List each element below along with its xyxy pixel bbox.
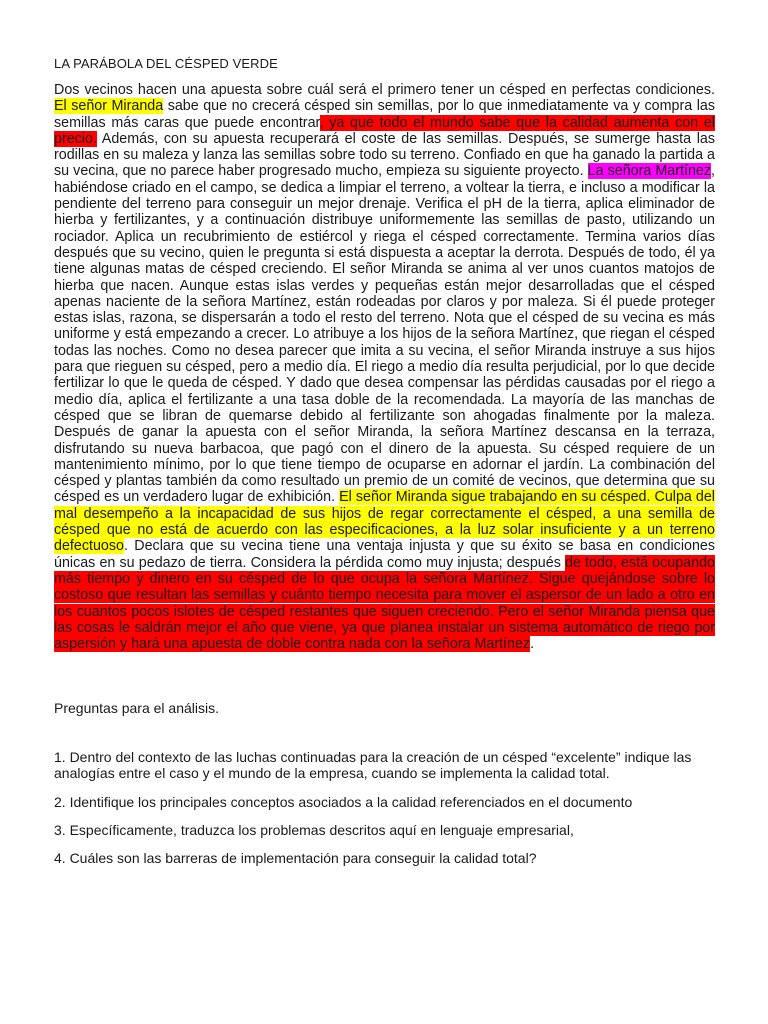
text-segment: . Declara que su vecina tiene una ventaja injusta y que su éxito se basa en condiciones únicas en su pedazo de tierra. Considera la pérdida como muy injusta; después <box>54 538 715 571</box>
text-segment: , habiéndose criado en el campo, se dedica a limpiar el terreno, a voltear la tierra, e incluso a modificar la pendiente del terreno para conseguir un mejor drenaje. Verifica el pH de la tierra, aplica eliminador de hierba y fertilizantes, y a continuación distribuye uniformemente las semillas de pasto, utilizando un rociador. Aplica un recubrimiento de estiércol y riega el césped correctamente. Termina varios días después que su vecino, quien le pregunta si está dispuesta a aceptar la derrota. Después de todo, él ya tiene algunas matas de césped creciendo. El señor Miranda se anima al ver unos cuantos matojos de hierba que nacen. Aunque estas islas verdes y pequeñas están mejor desarrolladas que el césped apenas naciente de la señora Martínez, están rodeadas por claros y por maleza. Si él puede proteger estas islas, razona, se dispersarán a todo el resto del terreno. Nota que el césped de su vecina es más uniforme y está empezando a crecer. Lo atribuye a los hijos de la señora Martínez, que riegan el césped todas las noches. Como no desea parecer que imita a su vecina, el señor Miranda instruye a sus hijos para que rieguen su césped, pero a medio día. El riego a medio día resulta perjudicial, por lo que decide fertilizar lo que le queda de césped. Y dado que desea compensar las pérdidas causadas por el riego a medio día, aplica el fertilizante a una tasa doble de la recomendada. La mayoría de las manchas de césped que se libran de quemarse debido al fertilizante son ahogadas finalmente por la maleza. Después de ganar la apuesta con el señor Miranda, la señora Martínez descansa en la terraza, disfrutando su nueva barbacoa, que pagó con el dinero de la apuesta. Su césped requiere de un mantenimiento mínimo, por lo que tiene tiempo de ocuparse en adornar el jardín. La combinación del césped y plantas también da como resultado un premio de un comité de vecinos, que determina que su césped es un verdadero lugar de exhibición. <box>54 163 715 506</box>
highlight-red-calidad-precio: , ya que todo el mundo sabe que la calidad aumenta con el precio. <box>54 114 715 147</box>
question-item: 2. Identifique los principales conceptos asociados a la calidad referenciados en el documento <box>54 794 633 811</box>
highlight-magenta-senora-martinez: La señora Martínez <box>587 163 712 180</box>
highlight-yellow-miranda-excusas: El señor Miranda sigue trabajando en su césped. Culpa del mal desempeño a la incapacidad de sus hijos de regar correctamente el césped, a una semilla de césped que no está de acuerdo con las especificaciones, a la luz solar insuficiente y a un terreno defectuoso <box>54 489 715 555</box>
text-segment: sabe que no crecerá césped sin semillas, por lo que inmediatamente va y compra las semillas más caras que puede encontrar <box>54 98 715 131</box>
text-segment: Además, con su apuesta recuperará el coste de las semillas. Después, se sumerge hasta las rodillas en su maleza y lanza las semillas sobre todo su terreno. Confiado en que ha ganado la partida a su vecina, que no parece haber progresado mucho, empieza su siguiente proyecto. <box>54 130 715 180</box>
parable-paragraph <box>54 82 715 652</box>
text-segment: . <box>530 636 535 653</box>
question-item: 1. Dentro del contexto de las luchas continuadas para la creación de un césped “excelente” indique las analogías entre el caso y el mundo de la empresa, cuando se implementa la calidad total. <box>54 749 692 782</box>
text-segment: Dos vecinos hacen una apuesta sobre cuál será el primero tener un césped en perfectas condiciones. <box>54 82 715 98</box>
highlight-yellow-senor-miranda: El señor Miranda <box>54 98 164 115</box>
document-title: LA PARÁBOLA DEL CÉSPED VERDE <box>54 56 278 71</box>
questions-heading: Preguntas para el análisis. <box>54 700 219 717</box>
question-item: 4. Cuáles son las barreras de implementación para conseguir la calidad total? <box>54 850 537 867</box>
highlight-red-miranda-quejas: de todo, está ocupando más tiempo y dinero en su césped de lo que ocupa la señora Martínez. Sigue quejándose sobre lo costoso que resultan las semillas y cuánto tiempo necesita para mover el aspersor de un lado a otro en los cuantos pocos islotes de césped restantes que siguen creciendo. Pero el señor Miranda piensa que las cosas le saldrán mejor el año que viene, ya que planea instalar un sistema automático de riego por aspersión y hará una apuesta de doble contra nada con la señora Martínez <box>54 554 715 653</box>
question-item: 3. Específicamente, traduzca los problemas descritos aquí en lenguaje empresarial, <box>54 822 574 839</box>
